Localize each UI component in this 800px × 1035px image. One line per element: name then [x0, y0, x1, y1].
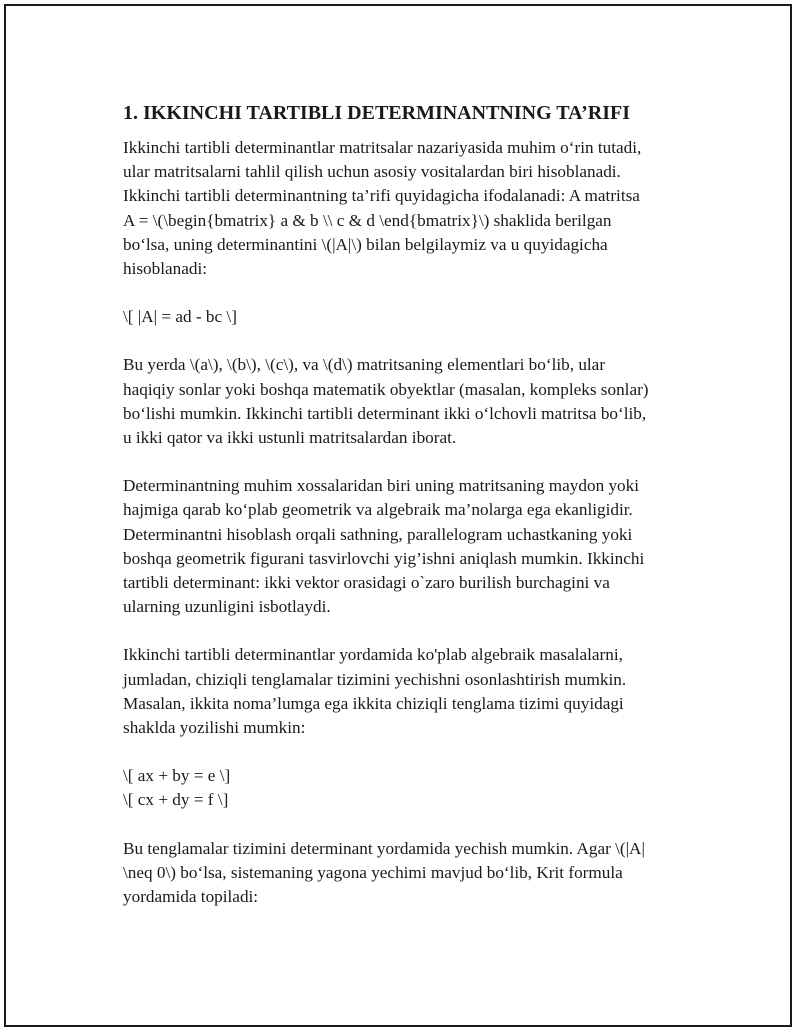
text-line: yordamida topiladi: — [123, 887, 259, 907]
text-line: \neq 0\) bo‘lsa, sistemaning yagona yechimi mavjud bo‘lib, Krit formula — [123, 862, 623, 882]
page-frame — [4, 4, 792, 1027]
text-line: u ikki qator va ikki ustunli matritsalardan iborat. — [123, 428, 457, 448]
paragraph-list — [123, 136, 693, 909]
paragraph — [123, 353, 693, 450]
paragraph — [123, 764, 693, 812]
text-line: Determinantni hisoblash orqali sathning, parallelogram uchastkaning yoki — [123, 524, 633, 544]
text-line: bo‘lishi mumkin. Ikkinchi tartibli determinant ikki o‘lchovli matritsa bo‘lib, — [123, 403, 647, 423]
text-line: hisoblanadi: — [123, 259, 208, 279]
text-line: boshqa geometrik figurani tasvirlovchi yig’ishni aniqlash mumkin. Ikkinchi — [123, 548, 645, 568]
paragraph — [123, 305, 693, 329]
section-title: 1. IKKINCHI TARTIBLI DETERMINANTNING TA’RIFI — [123, 102, 630, 124]
text-line: \[ cx + dy = f \] — [123, 790, 229, 810]
text-line: tartibli determinant: ikki vektor orasidagi o`zaro burilish burchagini va — [123, 573, 610, 593]
text-line: Ikkinchi tartibli determinantlar yordamida ko'plab algebraik masalalarni, — [123, 645, 623, 665]
text-line: Ikkinchi tartibli determinantning ta’rifi quyidagicha ifodalanadi: A matritsa — [123, 186, 640, 206]
paragraph — [123, 474, 693, 619]
text-line: ular matritsalarni tahlil qilish uchun asosiy vositalardan biri hisoblanadi. — [123, 162, 621, 182]
text-line: Masalan, ikkita noma’lumga ega ikkita chiziqli tenglama tizimi quyidagi — [123, 693, 624, 713]
text-line: haqiqiy sonlar yoki boshqa matematik obyektlar (masalan, kompleks sonlar) — [123, 379, 649, 399]
text-line: Bu tenglamalar tizimini determinant yordamida yechish mumkin. Agar \(|A| — [123, 838, 645, 858]
text-line: shaklda yozilishi mumkin: — [123, 718, 306, 738]
text-line: Determinantning muhim xossalaridan biri uning matritsaning maydon yoki — [123, 476, 640, 496]
text-line: Bu yerda \(a\), \(b\), \(c\), va \(d\) matritsaning elementlari bo‘lib, ular — [123, 355, 606, 375]
paragraph — [123, 136, 693, 281]
text-line: \[ |A| = ad - bc \] — [123, 307, 237, 327]
text-line: jumladan, chiziqli tenglamalar tizimini yechishni osonlashtirish mumkin. — [123, 669, 627, 689]
text-line: bo‘lsa, uning determinantini \(|A|\) bilan belgilaymiz va u quyidagicha — [123, 234, 608, 254]
text-line: hajmiga qarab ko‘plab geometrik va algebraik ma’nolarga ega ekanligidir. — [123, 500, 633, 520]
paragraph — [123, 643, 693, 740]
paragraph — [123, 837, 693, 910]
text-line: Ikkinchi tartibli determinantlar matritsalar nazariyasida muhim o‘rin tutadi, — [123, 138, 642, 157]
text-line: A = \(\begin{bmatrix} a & b \\ c & d \end{bmatrix}\) shaklida berilgan — [123, 210, 612, 230]
document-body — [123, 101, 693, 933]
text-line: ularning uzunligini isbotlaydi. — [123, 597, 331, 617]
text-line: \[ ax + by = e \] — [123, 766, 231, 786]
